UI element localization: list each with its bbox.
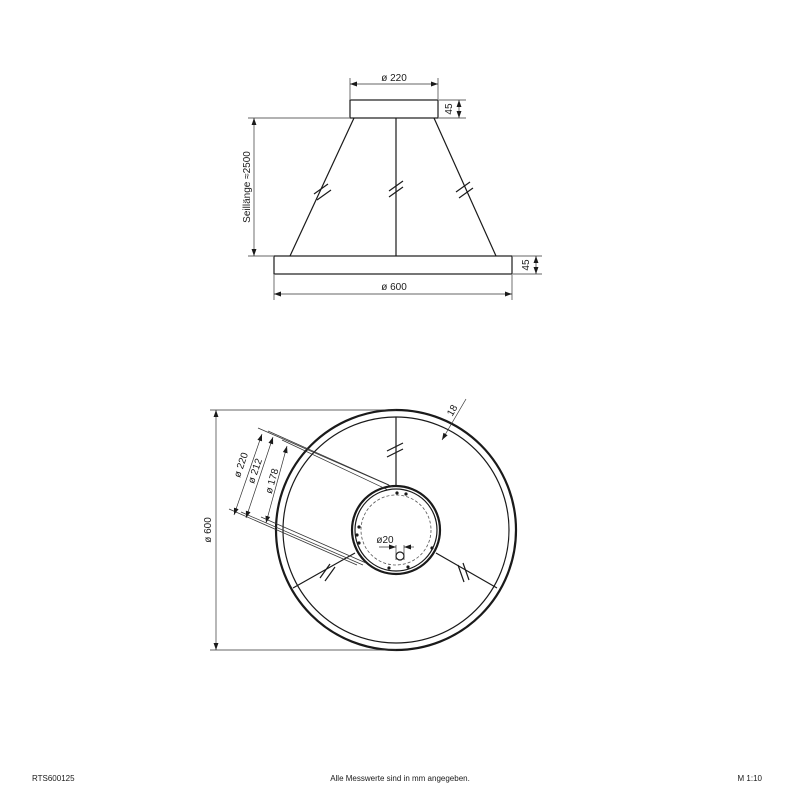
cable-break-marks — [314, 181, 473, 200]
dim-canopy-diameter — [350, 73, 438, 99]
center-hole-label: ø20 — [376, 535, 394, 546]
ring-width-label: 18 — [445, 403, 461, 419]
canopy-diameter-label: ø 220 — [381, 73, 407, 84]
ring-height-label: 45 — [521, 259, 532, 271]
dim-ring-height — [513, 256, 542, 274]
inner-diameter-178-label: ø 178 — [263, 467, 282, 496]
dim-center-hole — [376, 535, 414, 560]
top-view — [203, 399, 516, 650]
canopy-outer — [352, 486, 440, 574]
ring-side — [274, 256, 512, 274]
ring-diameter-side-label: ø 600 — [381, 282, 407, 293]
cable-top-left — [293, 553, 355, 588]
dim-cable-length — [242, 118, 349, 256]
inner-diameter-212-label: ø 212 — [246, 457, 266, 486]
canopy-height-label: 45 — [444, 103, 455, 115]
scale-label: M 1:10 — [737, 774, 762, 783]
cable-top-right — [436, 553, 497, 588]
cable-right — [434, 118, 496, 256]
canopy-diameter-top-label: ø 220 — [232, 451, 252, 480]
cable-left — [290, 118, 354, 256]
dim-ring-width — [442, 399, 466, 440]
ring-diameter-top-label: ø 600 — [203, 517, 214, 543]
measurement-note: Alle Messwerte sind in mm angegeben. — [330, 774, 470, 783]
article-number: RTS600125 — [32, 774, 75, 783]
side-view — [242, 73, 542, 300]
cable-length-label: Seillänge ≈2500 — [242, 151, 253, 223]
center-hole — [396, 552, 404, 560]
dim-canopy-height — [439, 100, 466, 118]
canopy — [350, 100, 438, 118]
dim-ring-diameter-side — [274, 275, 512, 300]
mounting-points — [355, 491, 433, 569]
